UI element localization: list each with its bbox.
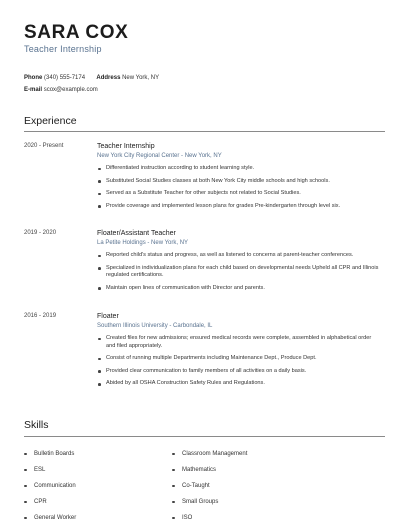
skill-item: Classroom Management xyxy=(172,446,247,462)
skills-heading: Skills xyxy=(24,419,49,431)
job-title: Teacher Internship xyxy=(97,143,155,150)
job-bullets xyxy=(97,335,382,393)
job-bullet: Created files for new admissions; ensured medical records were complete, assembled in alphabetical order and filed appropriately. xyxy=(97,335,382,350)
skill-item: General Worker xyxy=(24,510,76,526)
phone-value: (340) 555-7174 xyxy=(44,75,86,81)
skills-divider xyxy=(24,436,385,437)
job-org: Southern Illinois University - Carbondale, IL xyxy=(97,323,213,329)
job-org: La Petite Holdings - New York, NY xyxy=(97,240,189,246)
job-bullet: Provided clear communication to family members of all activities on a daily basis. xyxy=(97,368,382,376)
job-bullet: Served as a Substitute Teacher for other subjects not related to Social Studies. xyxy=(97,190,382,198)
email-label: E-mail xyxy=(24,87,43,93)
job-bullet: Consist of running multiple Departments including Maintenance Dept., Produce Dept. xyxy=(97,355,382,363)
skill-item: Co-Taught xyxy=(172,478,247,494)
experience-heading: Experience xyxy=(24,115,77,127)
skill-item: Small Groups xyxy=(172,494,247,510)
job-dates: 2016 - 2019 xyxy=(24,313,57,319)
experience-divider xyxy=(24,131,385,132)
job-bullet: Maintain open lines of communication with Director and parents. xyxy=(97,285,382,293)
job-bullet: Provide coverage and implemented lesson plans for grades Pre-kindergarten through level six. xyxy=(97,203,382,211)
address-value: New York, NY xyxy=(122,75,160,81)
contact-line-2 xyxy=(24,87,98,93)
job-title: Floater xyxy=(97,313,119,320)
job-bullets xyxy=(97,252,382,297)
address-label: Address xyxy=(96,75,121,81)
job-bullet: Abided by all OSHA Construction Safety Rules and Regulations. xyxy=(97,380,382,388)
skill-item: Mathematics xyxy=(172,462,247,478)
job-bullet: Specialized in individualization plans for each child based on developmental needs Upheld all CPR and Illinois regulated certifications. xyxy=(97,265,382,280)
contact-line-1 xyxy=(24,75,159,81)
skill-item: Communication xyxy=(24,478,76,494)
skill-item: ESL xyxy=(24,462,76,478)
job-bullet: Reported child's status and progress, as well as listened to concerns at parent-teacher conferences. xyxy=(97,252,382,260)
job-bullet: Substituted Social Studies classes at both New York City middle schools and high schools. xyxy=(97,178,382,186)
job-dates: 2020 - Present xyxy=(24,143,64,149)
job-title: Floater/Assistant Teacher xyxy=(97,230,176,237)
skill-item: ISO xyxy=(172,510,247,526)
job-dates: 2019 - 2020 xyxy=(24,230,57,236)
job-bullets xyxy=(97,165,382,215)
candidate-name: SARA COX xyxy=(24,22,129,43)
candidate-title: Teacher Internship xyxy=(24,44,102,54)
skill-item: CPR xyxy=(24,494,76,510)
skills-column-left xyxy=(24,446,76,526)
phone-label: Phone xyxy=(24,75,43,81)
job-org: New York City Regional Center - New York, NY xyxy=(97,153,222,159)
job-bullet: Differentiated instruction according to student learning style. xyxy=(97,165,382,173)
email-value[interactable]: scox@example.com xyxy=(43,87,98,93)
skills-column-right xyxy=(172,446,247,526)
skill-item: Bulletin Boards xyxy=(24,446,76,462)
